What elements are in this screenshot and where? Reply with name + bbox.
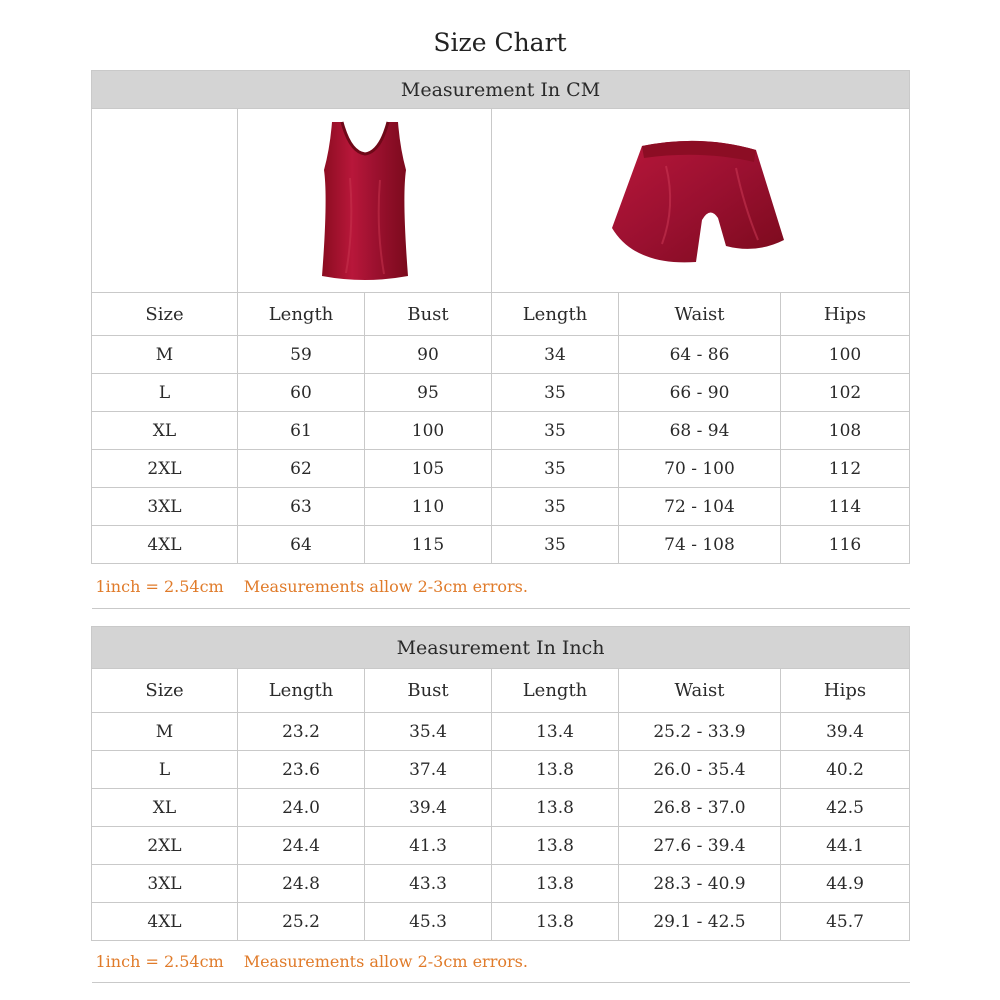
table-cell: 2XL xyxy=(92,827,238,865)
inch-note-row xyxy=(92,941,910,983)
table-cell: 62 xyxy=(238,450,365,488)
table-cell: L xyxy=(92,374,238,412)
cm-note-row xyxy=(92,564,910,609)
table-cell: 61 xyxy=(238,412,365,450)
table-row xyxy=(92,450,910,488)
table-cell: 68 - 94 xyxy=(619,412,781,450)
table-cell: 100 xyxy=(365,412,492,450)
table-cell: 24.8 xyxy=(238,865,365,903)
column-header: Hips xyxy=(781,669,910,713)
table-cell: 70 - 100 xyxy=(619,450,781,488)
table-cell: 110 xyxy=(365,488,492,526)
table-cell: 35.4 xyxy=(365,713,492,751)
column-header: Bust xyxy=(365,293,492,336)
cm-header-row xyxy=(92,293,910,336)
table-cell: 66 - 90 xyxy=(619,374,781,412)
table-cell: 23.2 xyxy=(238,713,365,751)
table-cell: 64 - 86 xyxy=(619,336,781,374)
table-cell: 90 xyxy=(365,336,492,374)
table-cell: 44.1 xyxy=(781,827,910,865)
table-cell: 13.8 xyxy=(492,903,619,941)
table-cell: 64 xyxy=(238,526,365,564)
table-row xyxy=(92,336,910,374)
note-cell xyxy=(92,564,910,609)
table-cell: 3XL xyxy=(92,488,238,526)
column-header: Length xyxy=(492,669,619,713)
table-cell: 13.4 xyxy=(492,713,619,751)
tank-top-icon xyxy=(310,118,420,283)
image-spacer-cell xyxy=(92,109,238,293)
table-row xyxy=(92,751,910,789)
page-title: Size Chart xyxy=(433,28,567,57)
table-cell: 4XL xyxy=(92,903,238,941)
table-row xyxy=(92,374,910,412)
table-row xyxy=(92,827,910,865)
shorts-image-cell xyxy=(492,109,910,293)
table-cell: 40.2 xyxy=(781,751,910,789)
table-cell: 13.8 xyxy=(492,751,619,789)
table-cell: 100 xyxy=(781,336,910,374)
table-cell: 39.4 xyxy=(781,713,910,751)
cm-size-table xyxy=(91,70,910,609)
table-cell: 24.4 xyxy=(238,827,365,865)
cm-section-heading: Measurement In CM xyxy=(92,71,910,109)
table-cell: 27.6 - 39.4 xyxy=(619,827,781,865)
table-cell: 35 xyxy=(492,374,619,412)
table-cell: 35 xyxy=(492,488,619,526)
column-header: Size xyxy=(92,669,238,713)
table-row xyxy=(92,488,910,526)
table-cell: 23.6 xyxy=(238,751,365,789)
table-cell: 74 - 108 xyxy=(619,526,781,564)
table-row xyxy=(92,713,910,751)
inch-section-heading: Measurement In Inch xyxy=(92,627,910,669)
shorts-icon xyxy=(606,136,796,266)
table-cell: 37.4 xyxy=(365,751,492,789)
table-cell: 115 xyxy=(365,526,492,564)
error-note: Measurements allow 2-3cm errors. xyxy=(243,952,528,971)
table-row xyxy=(92,412,910,450)
table-cell: 24.0 xyxy=(238,789,365,827)
table-row xyxy=(92,903,910,941)
table-cell: 35 xyxy=(492,450,619,488)
inch-size-table xyxy=(91,626,910,983)
table-cell: 45.7 xyxy=(781,903,910,941)
table-cell: 44.9 xyxy=(781,865,910,903)
column-header: Waist xyxy=(619,669,781,713)
table-cell: 102 xyxy=(781,374,910,412)
table-cell: 114 xyxy=(781,488,910,526)
table-cell: 26.0 - 35.4 xyxy=(619,751,781,789)
table-cell: 26.8 - 37.0 xyxy=(619,789,781,827)
table-cell: 95 xyxy=(365,374,492,412)
table-cell: 60 xyxy=(238,374,365,412)
table-cell: 29.1 - 42.5 xyxy=(619,903,781,941)
conversion-note: 1inch = 2.54cm xyxy=(95,952,224,971)
column-header: Length xyxy=(238,669,365,713)
table-cell: 116 xyxy=(781,526,910,564)
table-cell: L xyxy=(92,751,238,789)
table-cell: M xyxy=(92,713,238,751)
table-cell: 41.3 xyxy=(365,827,492,865)
error-note: Measurements allow 2-3cm errors. xyxy=(243,576,528,596)
column-header: Length xyxy=(238,293,365,336)
table-cell: 105 xyxy=(365,450,492,488)
inch-header-row xyxy=(92,669,910,713)
table-cell: 35 xyxy=(492,412,619,450)
table-cell: M xyxy=(92,336,238,374)
column-header: Waist xyxy=(619,293,781,336)
table-cell: 13.8 xyxy=(492,827,619,865)
table-cell: 13.8 xyxy=(492,789,619,827)
table-cell: 45.3 xyxy=(365,903,492,941)
column-header: Bust xyxy=(365,669,492,713)
table-cell: 72 - 104 xyxy=(619,488,781,526)
table-cell: 39.4 xyxy=(365,789,492,827)
table-cell: 3XL xyxy=(92,865,238,903)
table-cell: 2XL xyxy=(92,450,238,488)
table-row xyxy=(92,789,910,827)
table-row xyxy=(92,865,910,903)
table-row xyxy=(92,526,910,564)
table-cell: 28.3 - 40.9 xyxy=(619,865,781,903)
table-cell: 4XL xyxy=(92,526,238,564)
column-header: Size xyxy=(92,293,238,336)
column-header: Length xyxy=(492,293,619,336)
table-cell: 63 xyxy=(238,488,365,526)
table-cell: 42.5 xyxy=(781,789,910,827)
conversion-note: 1inch = 2.54cm xyxy=(95,576,224,596)
table-cell: 112 xyxy=(781,450,910,488)
table-cell: 25.2 - 33.9 xyxy=(619,713,781,751)
table-cell: 13.8 xyxy=(492,865,619,903)
table-cell: 35 xyxy=(492,526,619,564)
table-cell: XL xyxy=(92,412,238,450)
tank-top-image-cell xyxy=(238,109,492,293)
table-cell: 43.3 xyxy=(365,865,492,903)
table-cell: 25.2 xyxy=(238,903,365,941)
table-cell: XL xyxy=(92,789,238,827)
note-cell xyxy=(92,941,910,983)
table-cell: 34 xyxy=(492,336,619,374)
table-cell: 108 xyxy=(781,412,910,450)
table-cell: 59 xyxy=(238,336,365,374)
column-header: Hips xyxy=(781,293,910,336)
